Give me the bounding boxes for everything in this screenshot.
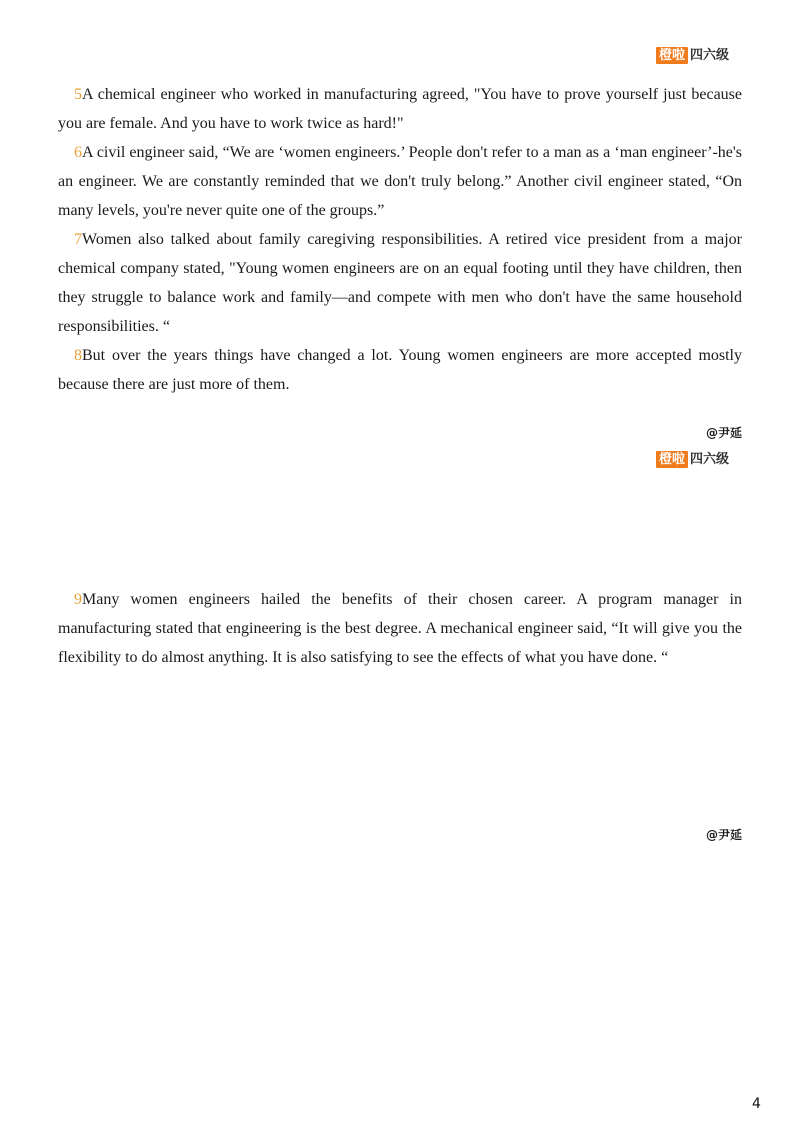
text-block-bottom xyxy=(58,585,742,672)
paragraph-text: Many women engineers hailed the benefits of their chosen career. A program manager in manufacturing stated that engineering is the best degree. A mechanical engineer said, “It will give you the flexibility to do almost anything. It is also satisfying to see the effects of what you have done. “ xyxy=(58,591,742,666)
paragraph-text: Women also talked about family caregiving responsibilities. A retired vice president from a major chemical company stated, "Young women engineers are on an equal footing until they have children, then they struggle to balance work and family—and compete with men who don't have the same household responsibilities. “ xyxy=(58,231,742,335)
paragraph-number: 5 xyxy=(74,86,82,103)
paragraph xyxy=(58,138,742,225)
logo-level: 四六级 xyxy=(690,47,730,63)
paragraph xyxy=(58,80,742,138)
paragraph-number: 8 xyxy=(74,347,82,364)
page-number: 4 xyxy=(752,1096,761,1112)
paragraph-text: A chemical engineer who worked in manufacturing agreed, "You have to prove yourself just because you are female. And you have to work twice as hard!" xyxy=(58,86,742,132)
paragraph-number: 9 xyxy=(74,591,82,608)
paragraph-number: 6 xyxy=(74,144,82,161)
header-logo xyxy=(656,450,729,468)
paragraph-text: A civil engineer said, “We are ‘women engineers.’ People don't refer to a man as a ‘man engineer’-he's an engineer. We are constantly reminded that we don't truly belong.” Another civil engineer stated, “On many levels, you're never quite one of the groups.” xyxy=(58,144,742,219)
paragraph xyxy=(58,585,742,672)
author-signature: @尹延 xyxy=(705,828,742,842)
header-logo xyxy=(656,46,729,64)
paragraph xyxy=(58,341,742,399)
logo-brand: 橙啦 xyxy=(656,451,688,468)
logo-level: 四六级 xyxy=(690,451,730,467)
paragraph-text: But over the years things have changed a lot. Young women engineers are more accepted mostly because there are just more of them. xyxy=(58,347,742,393)
author-signature: @尹延 xyxy=(705,426,742,440)
paragraph xyxy=(58,225,742,341)
text-block-top xyxy=(58,80,742,399)
logo-brand: 橙啦 xyxy=(656,47,688,64)
paragraph-number: 7 xyxy=(74,231,82,248)
